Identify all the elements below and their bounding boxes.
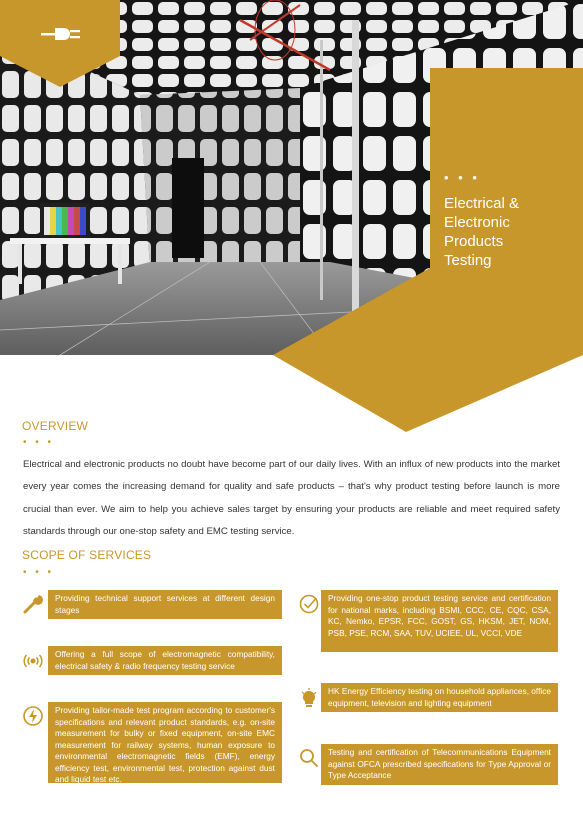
check-circle-icon	[298, 593, 320, 615]
lightning-icon	[22, 705, 44, 727]
overview-text: Electrical and electronic products no doubt have become part of our daily lives. With an influx of new products into the market every year comes the increasing demand for quality and safe products – that's why product testing before launch is more crucial than ever. We aim to help you achieve sales target by ensuring your products are reliable and meet required safety standards through our one-stop safety and EMC testing service.	[23, 459, 560, 537]
service-tailor-made: Providing tailor-made test program according to customer's specifications and relevant product standards, e.g. on-site measurement for bulky or fixed equipment, on-site EMC measurement for railway systems, human exposure to environmental electromagnetic fields (EMF), energy efficiency test, environmental test, protection against dust and liquid test etc.	[48, 702, 282, 783]
service-energy-efficiency: HK Energy Efficiency testing on household appliances, office equipment, television and lighting equipment	[321, 683, 558, 712]
plug-icon	[32, 21, 90, 47]
overview-dots: • • •	[23, 437, 55, 448]
signal-icon	[22, 650, 44, 672]
hero-title: Electrical & Electronic Products Testing	[444, 195, 520, 269]
overview-heading: OVERVIEW	[22, 419, 89, 433]
service-emc-scope: Offering a full scope of electromagnetic compatibility, electrical safety & radio frequency testing service	[48, 646, 282, 675]
service-certification-marks: Providing one-stop product testing service and certification for national marks, including BSMI, CCC, CE, CQC, CSA, KC, Nemko, EPSR, FCC, GOST, GS, HKSM, JET, NOM, PSB, PSE, RCM, SAA, TUV, UCIEE, UL, VCCI, VDE	[321, 590, 558, 652]
lightbulb-icon	[298, 688, 320, 710]
wrench-icon	[22, 593, 44, 615]
magnifier-icon	[298, 747, 320, 769]
service-tech-support: Providing technical support services at different design stages	[48, 590, 282, 619]
hero-dots: • • •	[444, 170, 480, 185]
scope-heading: SCOPE OF SERVICES	[22, 548, 152, 562]
scope-dots: • • •	[23, 567, 55, 578]
service-telecom: Testing and certification of Telecommunications Equipment against OFCA prescribed specifications for Type Approval or Type Acceptance	[321, 744, 558, 785]
